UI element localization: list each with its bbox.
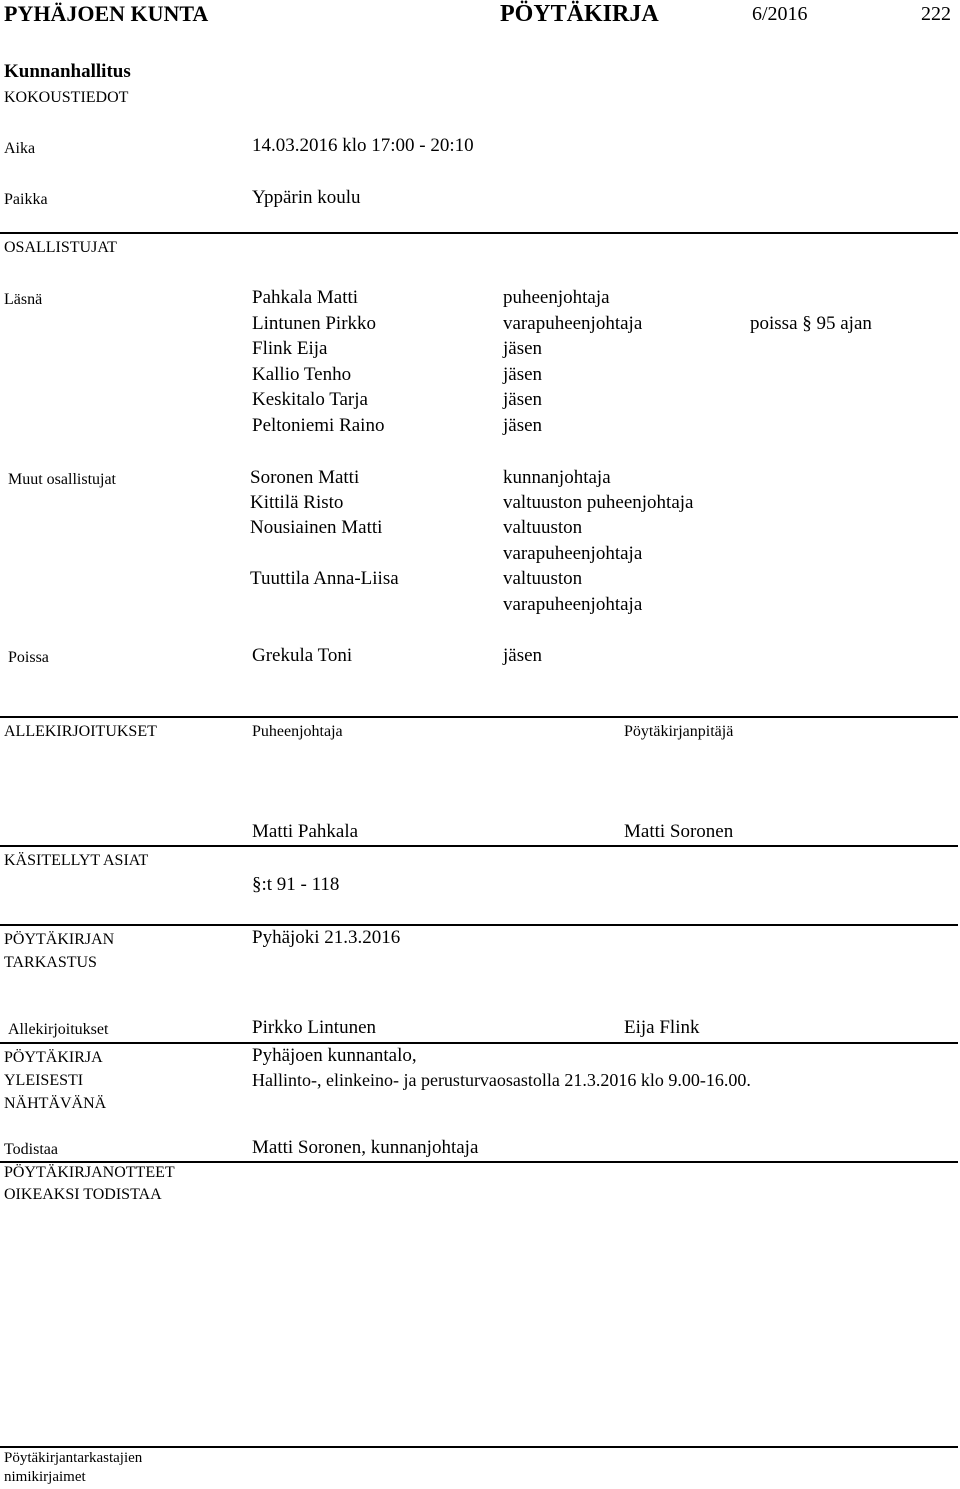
municipality-name: PYHÄJOEN KUNTA xyxy=(4,1,209,26)
certify-label: Todistaa xyxy=(4,1141,58,1158)
place-label: Paikka xyxy=(4,191,48,208)
present-role: varapuheenjohtaja xyxy=(503,313,643,334)
other-name: Tuuttila Anna-Liisa xyxy=(250,568,399,589)
present-role: jäsen xyxy=(503,389,543,410)
present-name: Pahkala Matti xyxy=(252,287,359,308)
reviewer-name: Pirkko Lintunen xyxy=(252,1017,377,1038)
chair-label: Puheenjohtaja xyxy=(252,723,343,740)
footer-initials-label: Pöytäkirjantarkastajien xyxy=(4,1450,143,1466)
page-number: 222 xyxy=(921,3,951,25)
present-role: puheenjohtaja xyxy=(503,287,610,308)
document-type: PÖYTÄKIRJA xyxy=(500,1,659,27)
review-value: Pyhäjoki 21.3.2016 xyxy=(252,927,401,948)
absent-role: jäsen xyxy=(503,645,543,666)
present-label: Läsnä xyxy=(4,291,43,308)
divider xyxy=(0,232,958,234)
divider xyxy=(0,845,958,847)
review-sign-label: Allekirjoitukset xyxy=(8,1021,109,1038)
place-value: Yppärin koulu xyxy=(252,187,361,208)
section-heading: KOKOUSTIEDOT xyxy=(4,89,129,106)
time-label: Aika xyxy=(4,140,36,157)
items-value: §:t 91 - 118 xyxy=(252,874,340,895)
public-details: Hallinto-, elinkeino- ja perusturvaosastolla 21.3.2016 klo 9.00-16.00. xyxy=(252,1070,751,1090)
present-name: Flink Eija xyxy=(252,338,328,359)
review-label: PÖYTÄKIRJAN xyxy=(4,931,115,948)
governing-body: Kunnanhallitus xyxy=(4,61,131,82)
meeting-number: 6/2016 xyxy=(752,3,808,25)
other-role-continued: varapuheenjohtaja xyxy=(503,594,643,615)
items-label: KÄSITELLYT ASIAT xyxy=(4,852,149,869)
public-label-continued: NÄHTÄVÄNÄ xyxy=(4,1095,107,1112)
footer-divider xyxy=(0,1446,958,1448)
absent-label: Poissa xyxy=(8,649,49,666)
present-name: Keskitalo Tarja xyxy=(252,389,368,410)
public-label: PÖYTÄKIRJA xyxy=(4,1049,103,1066)
extract-label-continued: OIKEAKSI TODISTAA xyxy=(4,1186,162,1203)
other-role: kunnanjohtaja xyxy=(503,467,611,488)
public-location: Pyhäjoen kunnantalo, xyxy=(252,1045,417,1066)
divider xyxy=(0,924,958,926)
other-role-continued: varapuheenjohtaja xyxy=(503,543,643,564)
others-label: Muut osallistujat xyxy=(8,471,116,488)
participants-heading: OSALLISTUJAT xyxy=(4,239,117,256)
other-role: valtuuston puheenjohtaja xyxy=(503,492,694,513)
chair-name: Matti Pahkala xyxy=(252,821,359,842)
present-name: Lintunen Pirkko xyxy=(252,313,377,334)
review-label-continued: TARKASTUS xyxy=(4,954,97,971)
divider xyxy=(0,1161,958,1163)
absent-name: Grekula Toni xyxy=(252,645,353,666)
present-role: jäsen xyxy=(503,415,543,436)
present-name: Peltoniemi Raino xyxy=(252,415,385,436)
other-name: Kittilä Risto xyxy=(250,492,344,513)
divider xyxy=(0,716,958,718)
divider xyxy=(0,1042,958,1044)
present-name: Kallio Tenho xyxy=(252,364,352,385)
footer-initials-label-continued: nimikirjaimet xyxy=(4,1469,86,1485)
signatures-label: ALLEKIRJOITUKSET xyxy=(4,723,157,740)
extract-label: PÖYTÄKIRJANOTTEET xyxy=(4,1164,175,1181)
reviewer-name: Eija Flink xyxy=(624,1017,700,1038)
present-role: jäsen xyxy=(503,364,543,385)
present-note: poissa § 95 ajan xyxy=(750,313,872,334)
other-name: Soronen Matti xyxy=(250,467,360,488)
secretary-label: Pöytäkirjanpitäjä xyxy=(624,723,734,740)
public-label-continued: YLEISESTI xyxy=(4,1072,84,1089)
other-role: valtuuston xyxy=(503,517,583,538)
present-role: jäsen xyxy=(503,338,543,359)
secretary-name: Matti Soronen xyxy=(624,821,734,842)
certifier-name: Matti Soronen, kunnanjohtaja xyxy=(252,1137,479,1158)
time-value: 14.03.2016 klo 17:00 - 20:10 xyxy=(252,135,474,156)
other-name: Nousiainen Matti xyxy=(250,517,383,538)
other-role: valtuuston xyxy=(503,568,583,589)
